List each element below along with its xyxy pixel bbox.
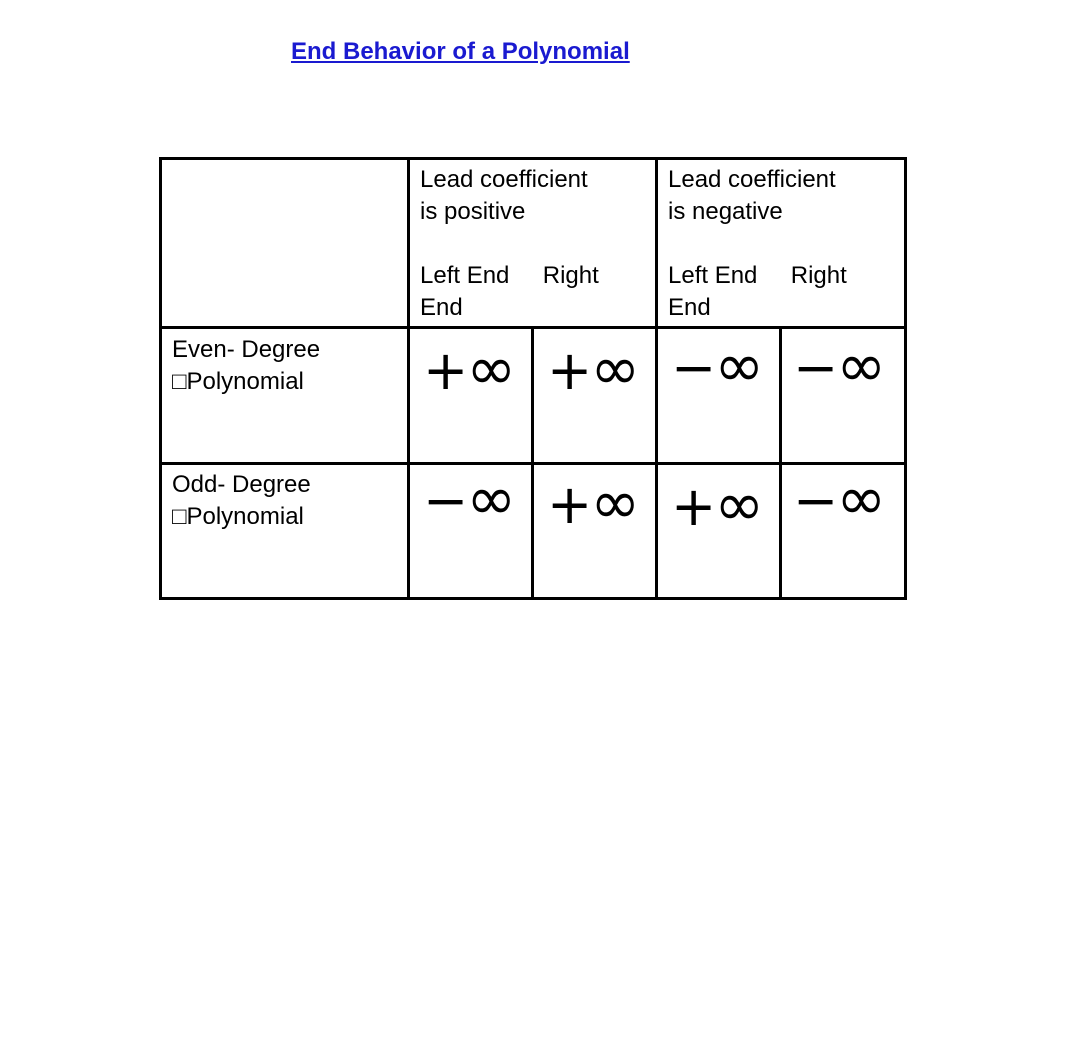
infinity-icon: ∞ — [590, 334, 639, 404]
table-border-top — [159, 157, 907, 160]
header-negative-line1: Lead coefficient — [668, 166, 836, 193]
table-col-divider-label — [407, 157, 410, 600]
value-even-pos-left — [423, 334, 515, 404]
row-label-even-line2: □Polynomial — [172, 368, 304, 395]
row-label-even-line1: Even- Degree — [172, 336, 321, 363]
table-col-divider-neg-inner — [779, 326, 782, 600]
sign-glyph: + — [671, 475, 715, 538]
subheader-positive-line2: End — [420, 294, 463, 321]
subheader-negative-line2: End — [668, 294, 711, 321]
infinity-icon: ∞ — [836, 331, 885, 401]
table-border-left — [159, 157, 162, 600]
end-behavior-table — [159, 157, 907, 600]
value-even-pos-right — [547, 334, 639, 404]
value-odd-neg-right — [793, 464, 885, 534]
infinity-icon: ∞ — [466, 334, 515, 404]
subheader-negative-line1: Left End Right — [668, 262, 847, 289]
table-col-divider-pos-inner — [531, 326, 534, 600]
infinity-icon: ∞ — [714, 331, 763, 401]
value-even-neg-left — [671, 331, 763, 401]
header-positive-line2: is positive — [420, 198, 526, 225]
infinity-icon: ∞ — [590, 468, 639, 538]
header-negative-line2: is negative — [668, 198, 783, 225]
table-border-right — [904, 157, 907, 600]
sign-glyph: − — [793, 336, 837, 399]
sign-glyph: − — [423, 469, 467, 532]
infinity-icon: ∞ — [836, 464, 885, 534]
infinity-icon: ∞ — [466, 464, 515, 534]
sign-glyph: + — [423, 339, 467, 402]
row-label-odd-line2: □Polynomial — [172, 503, 304, 530]
header-positive-line1: Lead coefficient — [420, 166, 588, 193]
value-odd-pos-right — [547, 468, 639, 538]
page-title-link[interactable]: End Behavior of a Polynomial — [291, 38, 630, 65]
sign-glyph: + — [547, 473, 591, 536]
sign-glyph: − — [793, 469, 837, 532]
value-odd-pos-left — [423, 464, 515, 534]
value-even-neg-right — [793, 331, 885, 401]
subheader-positive-line1: Left End Right — [420, 262, 599, 289]
table-col-divider-mid — [655, 157, 658, 600]
infinity-icon: ∞ — [714, 470, 763, 540]
value-odd-neg-left — [671, 470, 763, 540]
row-label-odd-line1: Odd- Degree — [172, 471, 311, 498]
sign-glyph: + — [547, 339, 591, 402]
sign-glyph: − — [671, 336, 715, 399]
